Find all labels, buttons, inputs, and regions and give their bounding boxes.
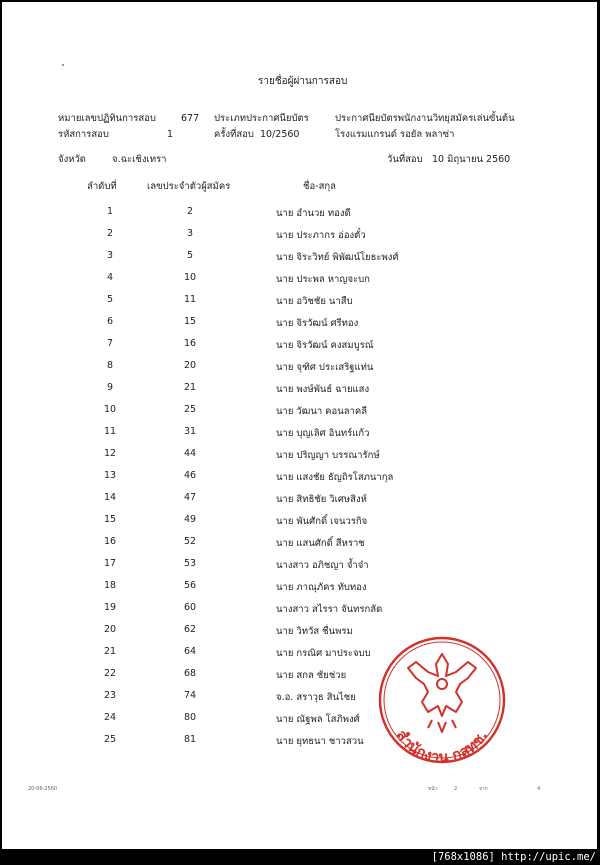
province-label: จังหวัด <box>58 154 86 165</box>
candidate-name: นาย อวิชชัย นาสืบ <box>276 296 353 307</box>
candidate-name: นาย ณัฐพล โสภิพงศ์ <box>276 714 360 725</box>
footer-date-code: 20-06-2560 <box>28 786 58 792</box>
candidate-name: นาย สิทธิชัย วิเศษสิงห์ <box>276 494 367 505</box>
order-number: 21 <box>103 646 117 657</box>
order-number: 22 <box>103 668 117 679</box>
order-number: 2 <box>106 228 114 239</box>
applicant-number: 81 <box>183 734 197 745</box>
exam-venue: โรงแรมแกรนด์ รอยัล พลาซ่า <box>335 129 455 140</box>
exam-code-label: รหัสการสอบ <box>58 129 109 140</box>
candidate-name: จ.อ. สราวุธ สินไชย <box>276 692 356 703</box>
candidate-name: นาย จุฑิศ ประเสริฐแท่น <box>276 362 374 373</box>
candidate-name: นาย ปริญญา บรรณารักษ์ <box>276 450 380 461</box>
province-value: จ.ฉะเชิงเทรา <box>112 154 167 165</box>
candidate-name: นางสาว อภิชญา จ้ำจ๋า <box>276 560 369 571</box>
order-number: 7 <box>106 338 114 349</box>
applicant-number: 5 <box>186 250 194 261</box>
order-number: 4 <box>106 272 114 283</box>
table-row <box>2 338 597 360</box>
permit-label: หมายเลขปฏิทินการสอบ <box>58 113 156 124</box>
order-number: 6 <box>106 316 114 327</box>
applicant-number: 31 <box>183 426 197 437</box>
applicant-number: 44 <box>183 448 197 459</box>
candidate-name: นาย แสงชัย ธัญถิรโสภนากุล <box>276 472 394 483</box>
exam-code-value: 1 <box>167 129 174 140</box>
upic-watermark: [768x1086] http://upic.me/ <box>428 850 600 865</box>
order-number: 3 <box>106 250 114 261</box>
table-row <box>2 448 597 470</box>
applicant-number: 74 <box>183 690 197 701</box>
col-header-order: ลำดับที่ <box>87 181 117 192</box>
candidate-name: นาย ภาณุภัคร ทับทอง <box>276 582 367 593</box>
applicant-number: 52 <box>183 536 197 547</box>
candidate-name: นาย ประภากร อ่องตั๋ว <box>276 230 366 241</box>
table-row <box>2 272 597 294</box>
candidate-name: นาย ประพล หาญจะบก <box>276 274 370 285</box>
office-seal-stamp <box>372 632 512 772</box>
table-row <box>2 492 597 514</box>
table-row <box>2 470 597 492</box>
applicant-number: 16 <box>183 338 197 349</box>
applicant-number: 46 <box>183 470 197 481</box>
applicant-number: 20 <box>183 360 197 371</box>
candidate-name: นาย อำนวย ทองดี <box>276 208 351 219</box>
candidate-name: นาย จิรวัฒน์ คงสมบูรณ์ <box>276 340 374 351</box>
order-number: 8 <box>106 360 114 371</box>
scan-speck <box>62 64 64 66</box>
applicant-number: 49 <box>183 514 197 525</box>
exam-round-label: ครั้งที่สอบ <box>214 129 254 140</box>
table-row <box>2 558 597 580</box>
table-row <box>2 602 597 624</box>
table-row <box>2 382 597 404</box>
order-number: 14 <box>103 492 117 503</box>
candidate-name: นาย พันศักดิ์ เจนวรกิจ <box>276 516 368 527</box>
order-number: 19 <box>103 602 117 613</box>
order-number: 11 <box>103 426 117 437</box>
document-title: รายชื่อผู้ผ่านการสอบ <box>258 76 348 87</box>
table-row <box>2 404 597 426</box>
candidate-name: นาย จิระวิทย์ พิพัฒน์โยธะพงศ์ <box>276 252 399 263</box>
order-number: 18 <box>103 580 117 591</box>
permit-value: 677 <box>181 113 200 124</box>
applicant-number: 11 <box>183 294 197 305</box>
candidate-name: นางสาว สไรรา จันทรกลัด <box>276 604 383 615</box>
stamp-text: สำนักงาน กสทช. <box>392 726 492 767</box>
order-number: 5 <box>106 294 114 305</box>
table-row <box>2 206 597 228</box>
order-number: 23 <box>103 690 117 701</box>
document-page <box>2 2 597 849</box>
footer-page-label: หน้า <box>428 786 438 792</box>
table-row <box>2 228 597 250</box>
candidate-name: นาย พงษ์พันธ์ ฉายแสง <box>276 384 370 395</box>
table-row <box>2 514 597 536</box>
order-number: 20 <box>103 624 117 635</box>
cert-type-label: ประเภทประกาศนียบัตร <box>214 113 309 124</box>
applicant-number: 64 <box>183 646 197 657</box>
applicant-number: 21 <box>183 382 197 393</box>
table-row <box>2 250 597 272</box>
exam-date-label: วันที่สอบ <box>387 154 423 165</box>
applicant-number: 56 <box>183 580 197 591</box>
applicant-number: 10 <box>183 272 197 283</box>
order-number: 25 <box>103 734 117 745</box>
footer-page-total: 4 <box>537 786 541 792</box>
candidate-name: นาย วัฒนา คอนลาคลี <box>276 406 368 417</box>
applicant-number: 60 <box>183 602 197 613</box>
cert-type-value: ประกาศนียบัตรพนักงานวิทยุสมัครเล่นขั้นต้น <box>335 113 515 124</box>
order-number: 12 <box>103 448 117 459</box>
order-number: 16 <box>103 536 117 547</box>
table-row <box>2 316 597 338</box>
order-number: 24 <box>103 712 117 723</box>
table-row <box>2 294 597 316</box>
applicant-number: 15 <box>183 316 197 327</box>
candidate-name: นาย แสนศักดิ์ สีหราช <box>276 538 365 549</box>
candidate-name: นาย ยุทธนา ชาวสวน <box>276 736 364 747</box>
order-number: 17 <box>103 558 117 569</box>
applicant-number: 2 <box>186 206 194 217</box>
exam-round-value: 10/2560 <box>260 129 300 140</box>
footer-page-number: 2 <box>454 786 458 792</box>
applicant-number: 53 <box>183 558 197 569</box>
candidate-name: นาย บุญเลิศ อินทร์แก้ว <box>276 428 370 439</box>
applicant-number: 80 <box>183 712 197 723</box>
applicant-number: 68 <box>183 668 197 679</box>
order-number: 10 <box>103 404 117 415</box>
applicant-number: 3 <box>186 228 194 239</box>
candidate-name: นาย วิทวัส ชื่นพรม <box>276 626 353 637</box>
order-number: 13 <box>103 470 117 481</box>
order-number: 1 <box>106 206 114 217</box>
table-row <box>2 580 597 602</box>
applicant-number: 62 <box>183 624 197 635</box>
order-number: 9 <box>106 382 114 393</box>
candidate-name: นาย จิรวัฒน์ ศรีทอง <box>276 318 359 329</box>
candidate-name: นาย สกล ชัยช่วย <box>276 670 347 681</box>
table-row <box>2 536 597 558</box>
candidate-name: นาย กรณิศ มาประจบบ <box>276 648 371 659</box>
order-number: 15 <box>103 514 117 525</box>
col-header-fullname: ชื่อ-สกุล <box>303 181 336 192</box>
applicant-number: 47 <box>183 492 197 503</box>
table-row <box>2 426 597 448</box>
table-row <box>2 360 597 382</box>
col-header-applicant-id: เลขประจำตัวผู้สมัคร <box>147 181 231 192</box>
footer-of-label: จาก <box>479 786 488 792</box>
exam-date-value: 10 มิถุนายน 2560 <box>432 154 511 165</box>
applicant-number: 25 <box>183 404 197 415</box>
